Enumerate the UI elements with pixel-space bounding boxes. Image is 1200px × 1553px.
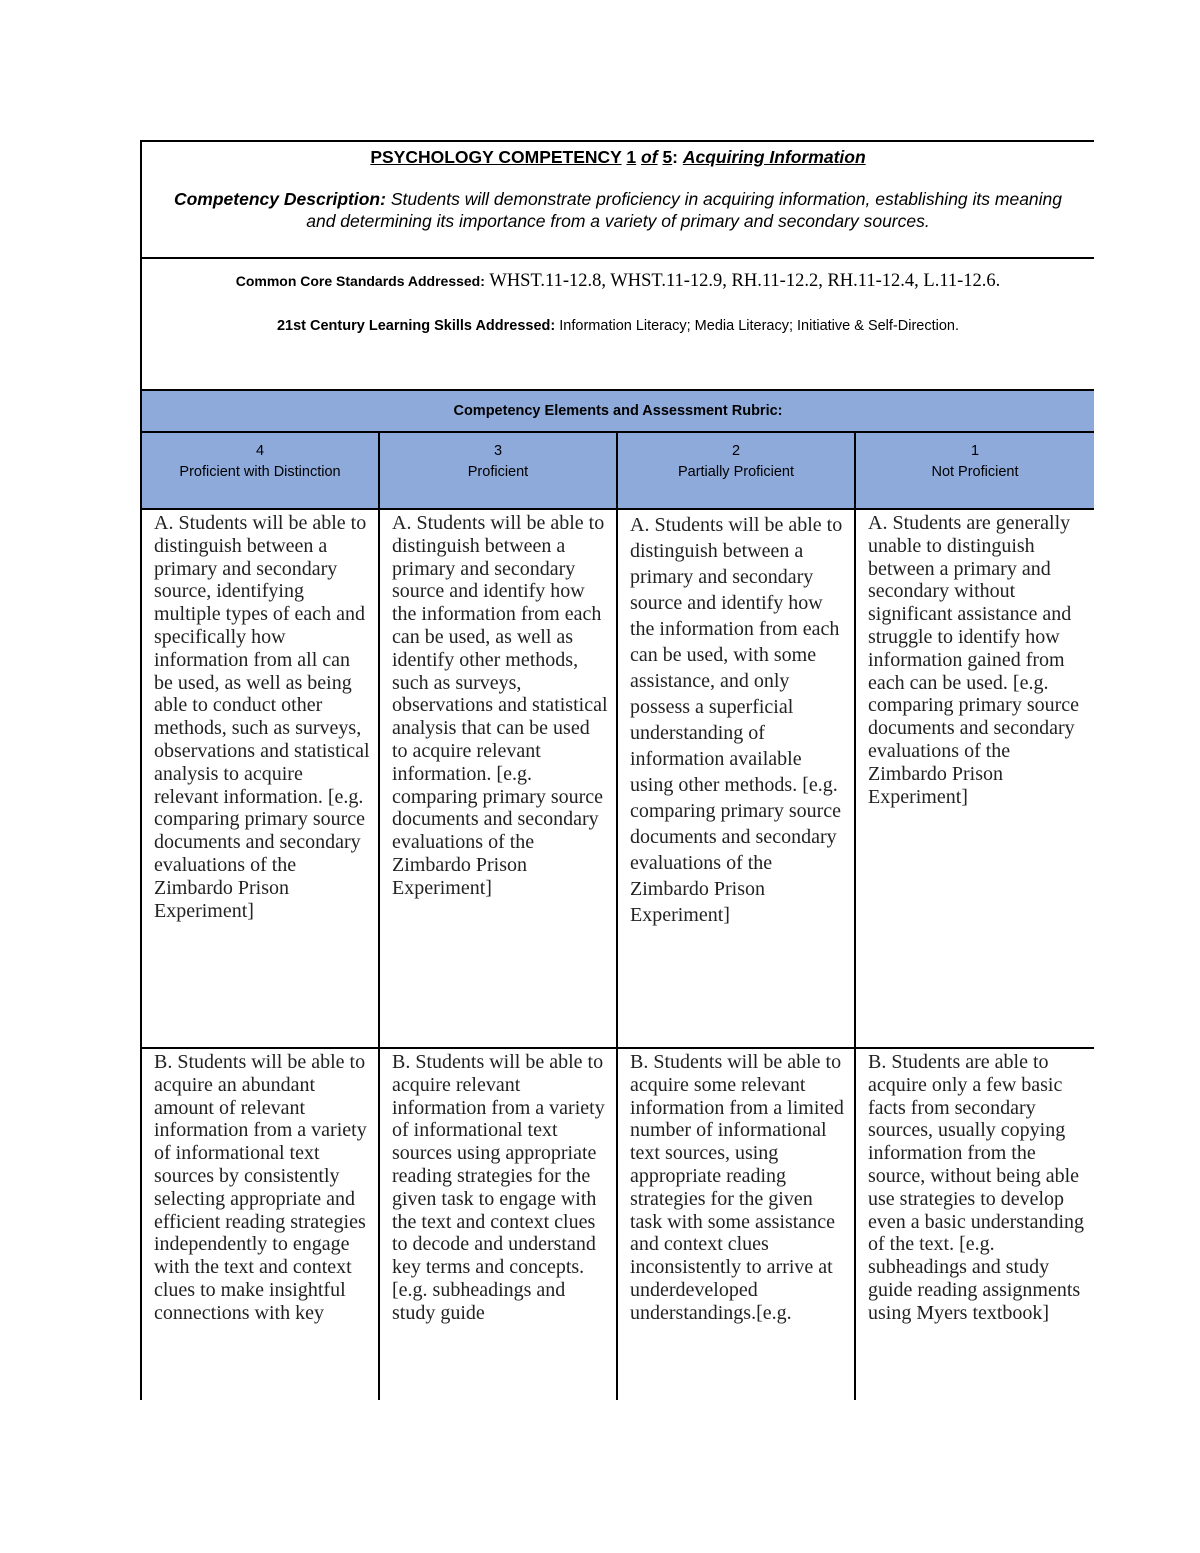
standards-cell [141, 258, 1094, 390]
rubric-cell: A. Students will be able to distinguish between a primary and secondary source and identify how the information from each can be used, as well as identify other methods, such as surveys, observations and statistical analysis that can be used to acquire relevant information. [e.g. comparing primary source documents and secondary evaluations of the Zimbardo Prison Experiment] [379, 509, 617, 1048]
title-row [141, 141, 1094, 258]
title-number: 1 [626, 147, 637, 167]
common-core-standards [162, 269, 1074, 294]
rubric-cell: A. Students will be able to distinguish between a primary and secondary source, identifying multiple types of each and specifically how information from all can be used, as well as being able to conduct other methods, such as surveys, observations and statistical analysis to acquire relevant information. [e.g. comparing primary source documents and secondary evaluations of the Zimbardo Prison Experiment] [141, 509, 379, 1048]
title-subject: PSYCHOLOGY COMPETENCY [370, 147, 622, 167]
level-score: 4 [255, 443, 265, 459]
level-header [379, 432, 617, 509]
level-label: Partially Proficient [677, 464, 795, 480]
rubric-heading: Competency Elements and Assessment Rubric: [141, 390, 1094, 432]
rubric-document [140, 140, 1094, 1400]
level-label: Proficient [467, 464, 529, 480]
level-header [141, 432, 379, 509]
competency-rubric-table [140, 140, 1094, 1400]
level-score: 2 [731, 443, 741, 459]
rubric-cell: A. Students will be able to distinguish between a primary and secondary source and identify how the information from each can be used, with some assistance, and only possess a superficial understanding of information available using other methods. [e.g. comparing primary source documents and secondary evaluations of the Zimbardo Prison Experiment] [617, 509, 855, 1048]
century-skills [162, 318, 1074, 334]
title-name: Acquiring Information [682, 147, 866, 167]
title-of: of [641, 147, 658, 167]
skills-label: 21st Century Learning Skills Addressed: [276, 318, 556, 334]
skills-value: Information Literacy; Media Literacy; Initiative & Self-Direction. [559, 318, 960, 334]
description-label: Competency Description: [173, 189, 386, 209]
common-core-label: Common Core Standards Addressed: [235, 273, 485, 289]
levels-row [141, 432, 1094, 509]
level-header [855, 432, 1094, 509]
description-text: Students will demonstrate proficiency in acquiring information, establishing its meaning and determining its importance from a variety of primary and secondary sources. [306, 189, 1063, 231]
rubric-cell: A. Students are generally unable to distinguish between a primary and secondary without significant assistance and struggle to identify how information gained from each can be used. [e.g. comparing primary source documents and secondary evaluations of the Zimbardo Prison Experiment] [855, 509, 1094, 1048]
rubric-row-a [141, 509, 1094, 1048]
rubric-cell: B. Students will be able to acquire some relevant information from a limited number of informational text sources, using appropriate reading strategies for the given task with some assistance and context clues inconsistently to arrive at underdeveloped understandings.[e.g. [617, 1048, 855, 1400]
common-core-value: WHST.11-12.8, WHST.11-12.9, RH.11-12.2, RH.11-12.4, L.11-12.6. [489, 271, 1001, 291]
level-score: 1 [970, 443, 980, 459]
page-title [158, 146, 1078, 168]
title-cell [141, 141, 1094, 258]
level-label: Not Proficient [931, 464, 1019, 480]
rubric-cell: B. Students are able to acquire only a few basic facts from secondary sources, usually copying information from the source, without being able use strategies to develop even a basic understanding of the text. [e.g. subheadings and study guide reading assignments using Myers textbook] [855, 1048, 1094, 1400]
standards-row [141, 258, 1094, 390]
rubric-row-b [141, 1048, 1094, 1400]
level-score: 3 [493, 443, 503, 459]
rubric-cell: B. Students will be able to acquire an abundant amount of relevant information from a variety of informational text sources by consistently selecting appropriate and efficient reading strategies independently to engage with the text and context clues to make insightful connections with key [141, 1048, 379, 1400]
title-colon: : [672, 147, 678, 167]
title-total: 5 [662, 147, 673, 167]
level-label: Proficient with Distinction [179, 464, 341, 480]
competency-description [158, 188, 1078, 232]
rubric-heading-row [141, 390, 1094, 432]
level-header [617, 432, 855, 509]
rubric-cell: B. Students will be able to acquire relevant information from a variety of informational text sources using appropriate reading strategies for the given task to engage with the text and context clues to decode and understand key terms and concepts. [e.g. subheadings and study guide [379, 1048, 617, 1400]
